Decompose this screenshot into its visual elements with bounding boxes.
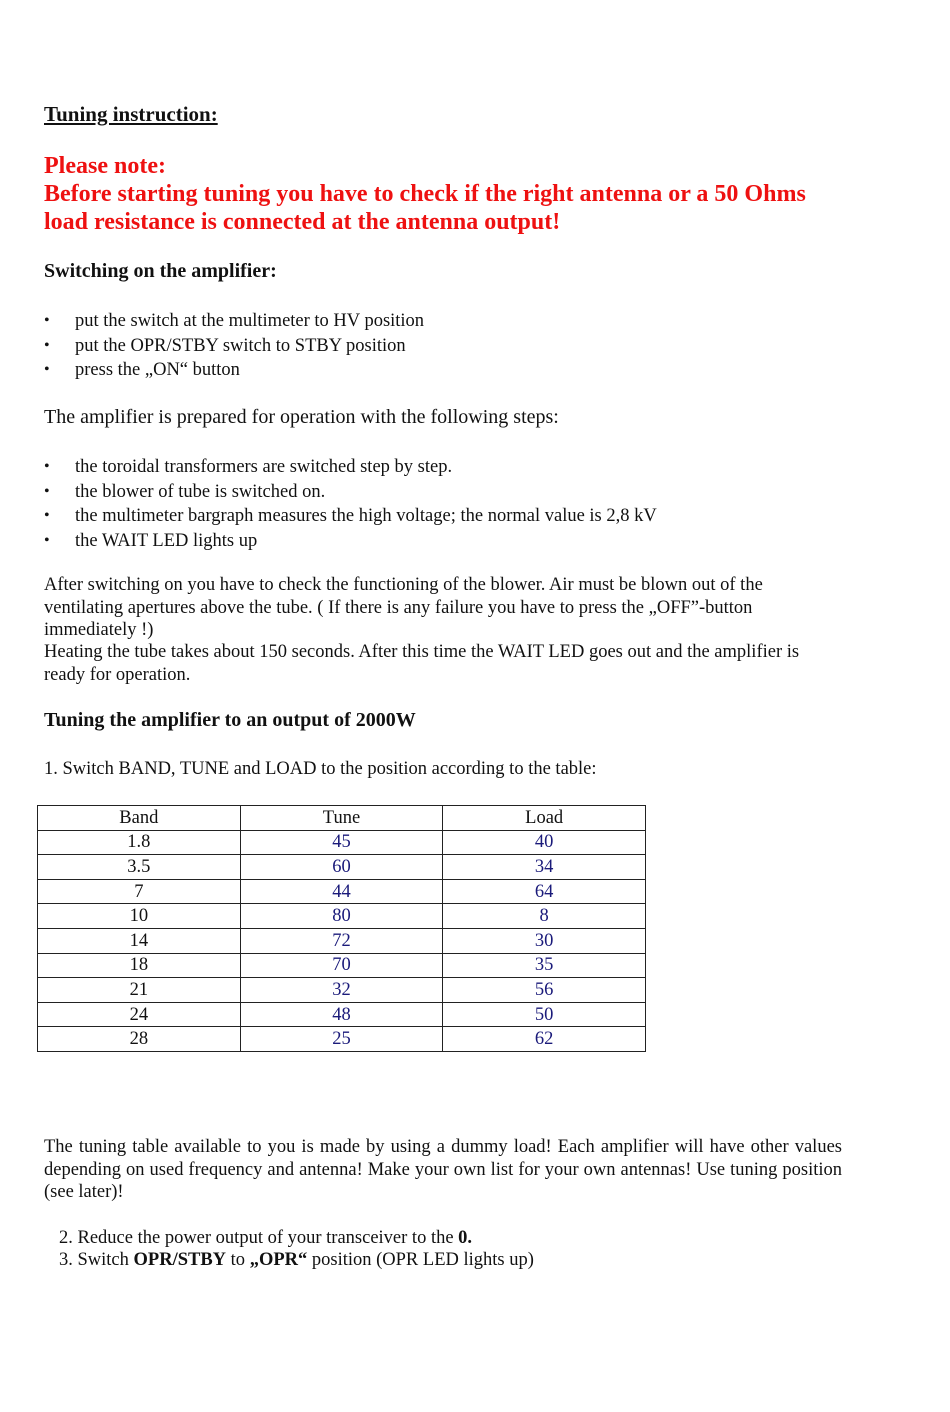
load-cell: 56 (443, 978, 646, 1003)
switching-heading: Switching on the amplifier: (44, 260, 277, 282)
dummy-load-note: The tuning table available to you is made by using a dummy load! Each amplifier will have other values depending on used frequency and antenna! Make your own list for your own antennas! Use tuning position (see later)! (44, 1137, 842, 1202)
table-header-row (38, 806, 646, 831)
table-row (38, 1027, 646, 1052)
tune-cell: 44 (240, 879, 443, 904)
tune-cell: 48 (240, 1002, 443, 1027)
switching-list (44, 309, 424, 383)
step-2-text: 2. Reduce the power output of your transceiver to the (59, 1228, 459, 1248)
warning-note-heading: Please note: (44, 153, 166, 179)
band-cell: 21 (38, 978, 241, 1003)
prepared-list (44, 455, 657, 553)
band-cell: 10 (38, 904, 241, 929)
band-cell: 28 (38, 1027, 241, 1052)
step-2-value: 0. (458, 1228, 473, 1248)
step-3-text: position (OPR LED lights up) (307, 1250, 534, 1270)
tune-cell: 60 (240, 855, 443, 880)
load-cell: 50 (443, 1002, 646, 1027)
tuning-heading: Tuning the amplifier to an output of 2000W (44, 709, 416, 731)
tune-cell: 45 (240, 830, 443, 855)
warning-note (44, 152, 844, 236)
tuning-step-2 (59, 1227, 472, 1250)
table-row (38, 879, 646, 904)
load-cell: 8 (443, 904, 646, 929)
tune-cell: 72 (240, 928, 443, 953)
tune-cell: 25 (240, 1027, 443, 1052)
step-3-position: „OPR“ (249, 1250, 308, 1270)
column-header-tune: Tune (240, 806, 443, 831)
list-item: • the toroidal transformers are switched step by step. (44, 455, 657, 480)
tuning-step-3 (59, 1249, 534, 1272)
band-cell: 1.8 (38, 830, 241, 855)
table-body (38, 830, 646, 1051)
blower-check-paragraph: After switching on you have to check the functioning of the blower. Air must be blown out of the ventilating apertures above the tube. ( If there is any failure you have to press the „OFF”-button immediately !) (44, 575, 763, 640)
list-item: • the WAIT LED lights up (44, 529, 657, 554)
load-cell: 62 (443, 1027, 646, 1052)
tune-cell: 70 (240, 953, 443, 978)
table-row (38, 928, 646, 953)
list-item: • put the OPR/STBY switch to STBY position (44, 334, 424, 359)
tune-cell: 32 (240, 978, 443, 1003)
step-3-text: 3. Switch (59, 1250, 134, 1270)
table-row (38, 953, 646, 978)
column-header-band: Band (38, 806, 241, 831)
band-cell: 3.5 (38, 855, 241, 880)
table-row (38, 830, 646, 855)
step-3-text: to (226, 1250, 250, 1270)
prepared-intro: The amplifier is prepared for operation with the following steps: (44, 406, 559, 428)
tuning-step-1: 1. Switch BAND, TUNE and LOAD to the position according to the table: (44, 759, 597, 779)
warning-note-text: Before starting tuning you have to check if the right antenna or a 50 Ohms load resistance is connected at the antenna output! (44, 181, 806, 235)
band-cell: 24 (38, 1002, 241, 1027)
list-item: • press the „ON“ button (44, 358, 424, 383)
page-title: Tuning instruction: (44, 102, 218, 126)
list-item: • the multimeter bargraph measures the high voltage; the normal value is 2,8 kV (44, 504, 657, 529)
table-row (38, 978, 646, 1003)
column-header-load: Load (443, 806, 646, 831)
table-row (38, 904, 646, 929)
table-row (38, 855, 646, 880)
load-cell: 35 (443, 953, 646, 978)
step-3-switch: OPR/STBY (133, 1250, 227, 1270)
list-item: • put the switch at the multimeter to HV position (44, 309, 424, 334)
load-cell: 40 (443, 830, 646, 855)
tune-cell: 80 (240, 904, 443, 929)
tuning-table (37, 805, 646, 1052)
load-cell: 30 (443, 928, 646, 953)
load-cell: 34 (443, 855, 646, 880)
list-item: • the blower of tube is switched on. (44, 480, 657, 505)
table-row (38, 1002, 646, 1027)
band-cell: 18 (38, 953, 241, 978)
band-cell: 14 (38, 928, 241, 953)
heating-paragraph: Heating the tube takes about 150 seconds. After this time the WAIT LED goes out and the amplifier is ready for operation. (44, 642, 800, 685)
band-cell: 7 (38, 879, 241, 904)
load-cell: 64 (443, 879, 646, 904)
